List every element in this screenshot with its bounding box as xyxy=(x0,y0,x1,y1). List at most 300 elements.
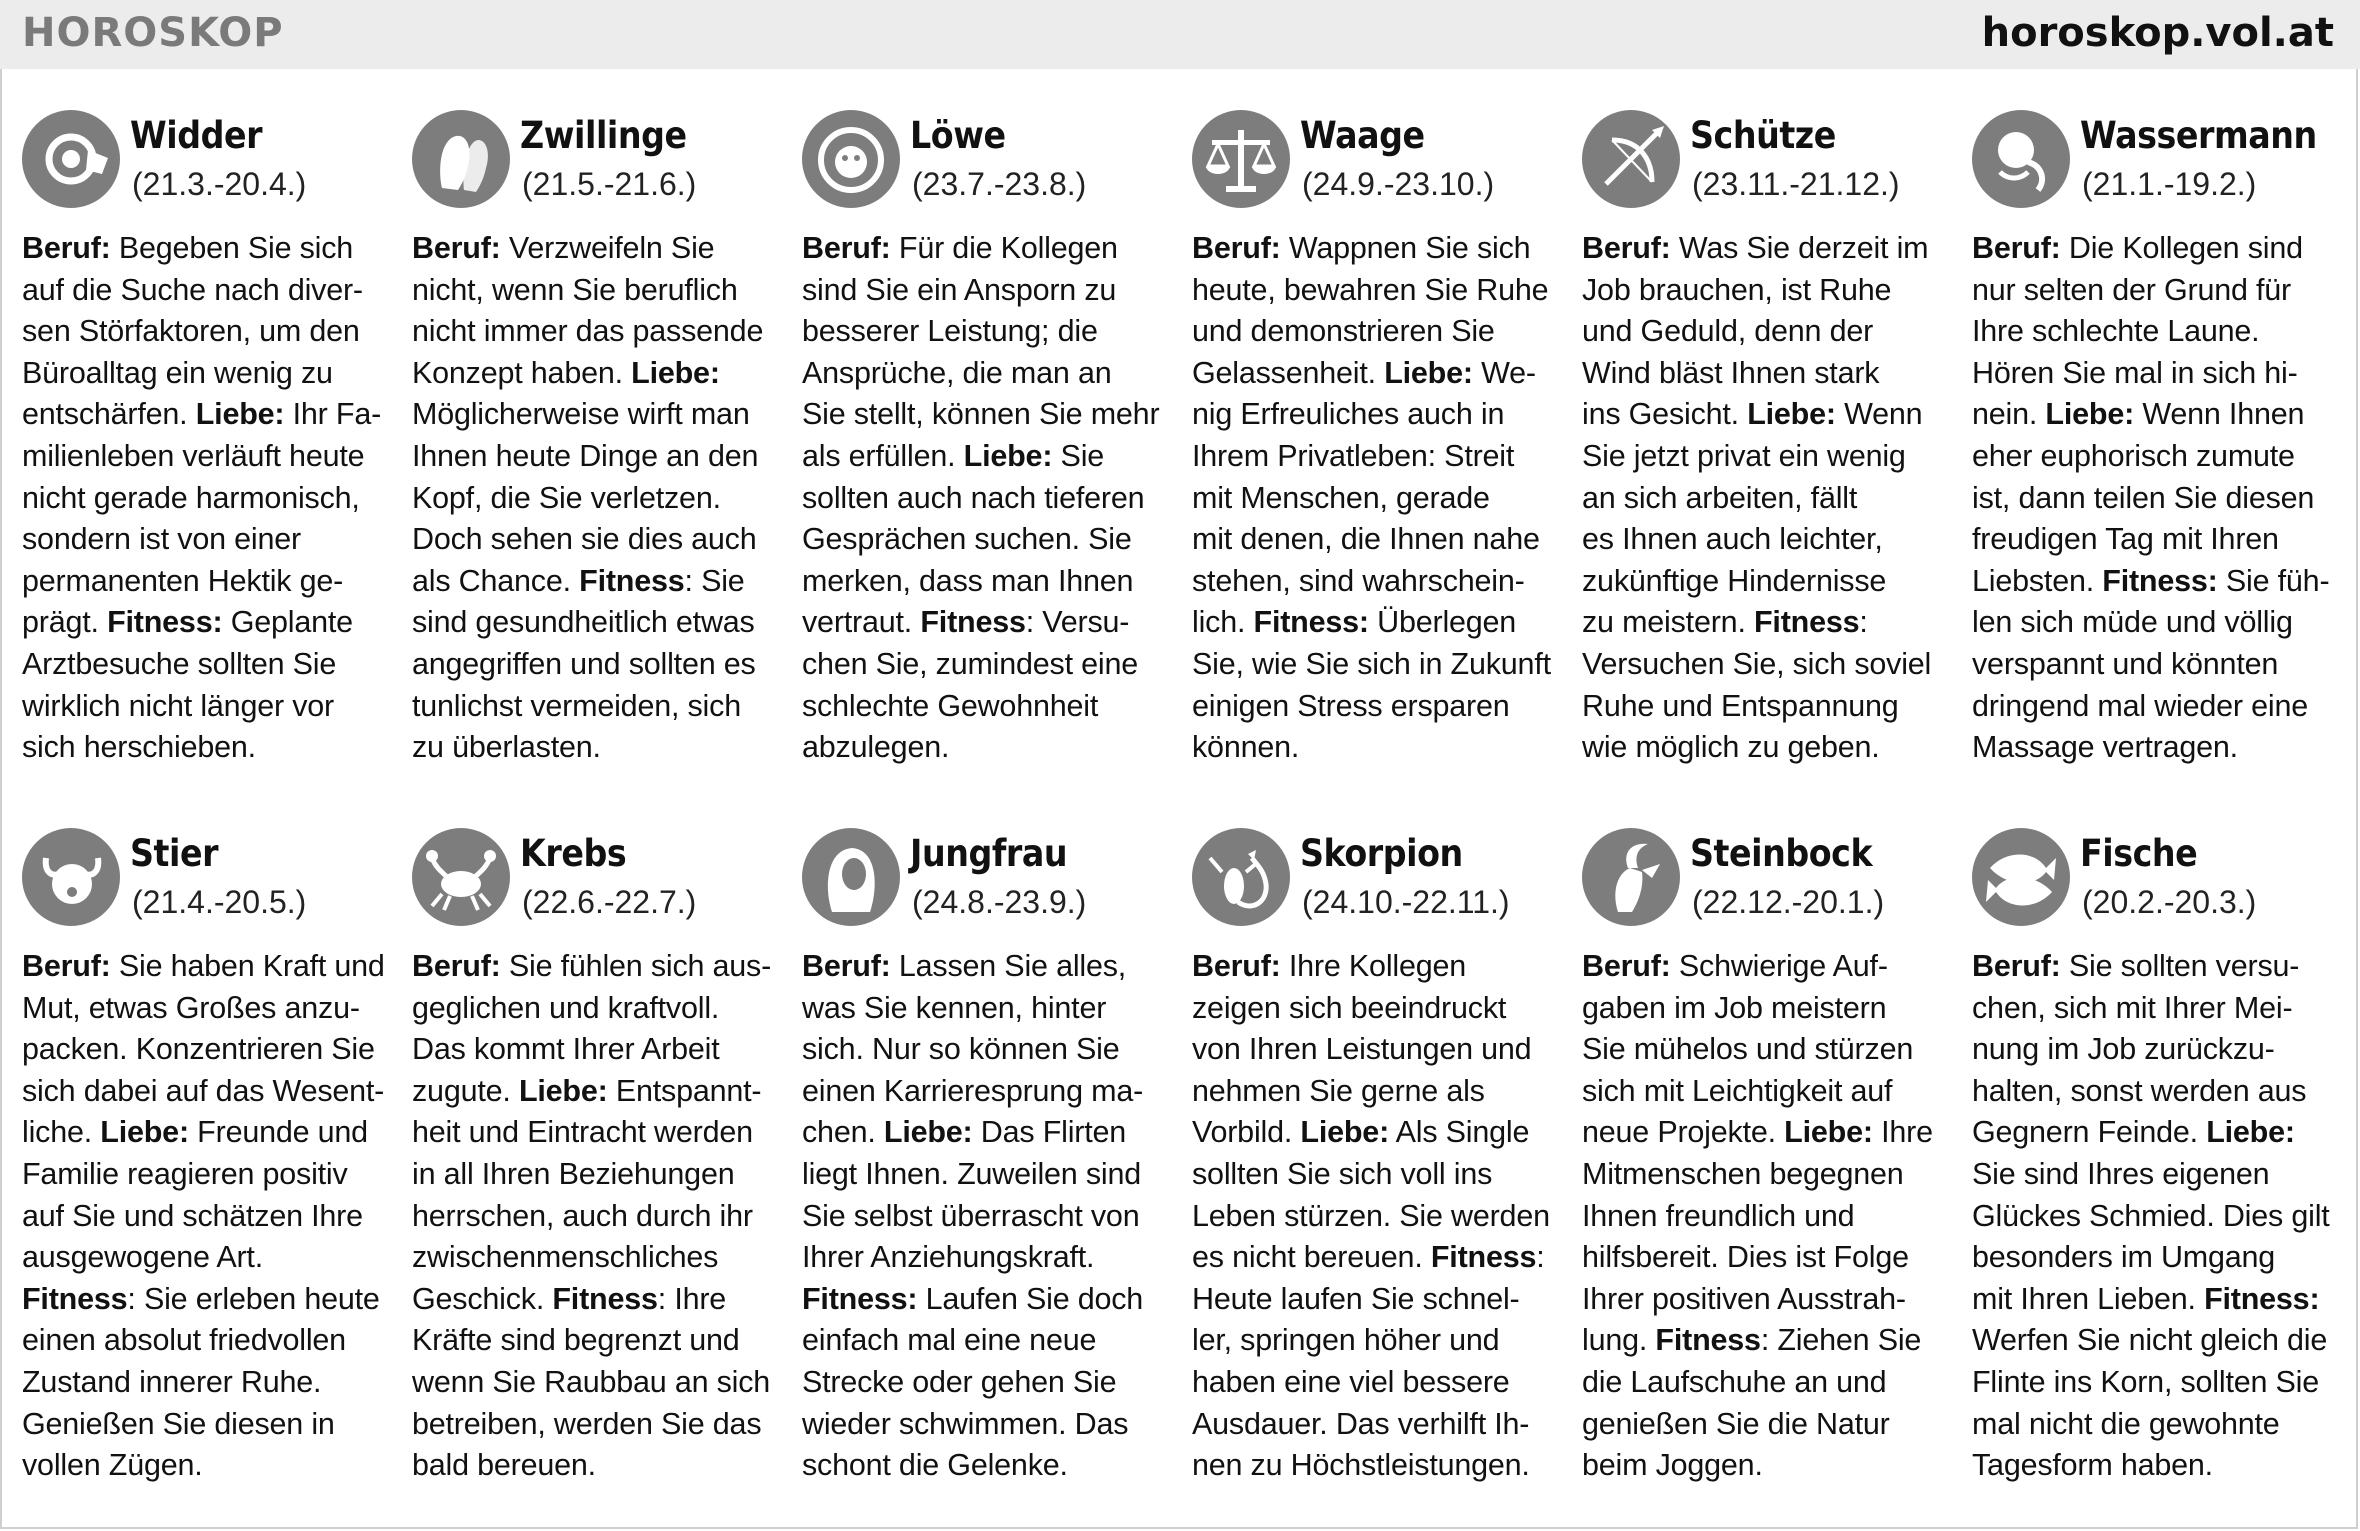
scorpion-icon xyxy=(1192,828,1290,926)
sign-header xyxy=(1192,828,1562,940)
text-segment: vollen Zügen. xyxy=(22,1448,203,1483)
sign-dates: (24.9.-23.10.) xyxy=(1302,166,1495,202)
text-line xyxy=(802,1362,1172,1404)
crab-icon xyxy=(412,828,510,926)
text-segment: Glückes Schmied. Dies gilt xyxy=(1972,1198,2330,1233)
text-line xyxy=(412,1362,782,1404)
sign-card-zwillinge xyxy=(412,110,782,769)
category-label: Beruf: xyxy=(802,949,891,983)
text-segment: We- xyxy=(1472,355,1536,390)
capricorn-icon xyxy=(1582,828,1680,926)
text-line xyxy=(802,727,1172,769)
text-segment: Wind bläst Ihnen stark xyxy=(1582,355,1880,390)
horoscope-text xyxy=(22,946,392,1487)
text-segment: prägt. xyxy=(22,605,108,640)
text-line xyxy=(1192,727,1562,769)
sign-header xyxy=(22,110,392,222)
scales-icon xyxy=(1192,110,1290,208)
fish-icon xyxy=(1972,828,2070,926)
text-line xyxy=(1582,727,1952,769)
text-segment: Hören Sie mal in sich hi- xyxy=(1972,355,2298,390)
text-segment: : Sie erleben heute xyxy=(127,1281,380,1316)
sign-header xyxy=(1972,110,2342,222)
sign-name: Waage xyxy=(1300,114,1425,157)
sign-dates: (21.4.-20.5.) xyxy=(132,884,307,920)
text-segment: von Ihren Leistungen und xyxy=(1192,1032,1532,1067)
text-segment: wie möglich zu geben. xyxy=(1582,730,1880,765)
sign-name: Stier xyxy=(130,832,219,875)
sign-header xyxy=(802,828,1172,940)
sign-header xyxy=(412,110,782,222)
sign-header xyxy=(802,110,1172,222)
text-line xyxy=(802,644,1172,686)
category-label: Liebe: xyxy=(195,397,285,432)
category-label: Beruf: xyxy=(1582,949,1671,983)
horoscope-text xyxy=(1972,228,2342,769)
category-label: Fitness xyxy=(22,1281,128,1316)
text-segment: es Ihnen auch leichter, xyxy=(1582,522,1883,557)
sign-card-jungfrau xyxy=(802,828,1172,1487)
text-line xyxy=(1192,1237,1562,1279)
text-line xyxy=(1972,1071,2342,1113)
text-segment: nein. xyxy=(1972,397,2046,432)
text-line xyxy=(1582,519,1952,561)
text-line xyxy=(1972,436,2342,478)
text-segment: nicht, wenn Sie beruflich xyxy=(412,272,738,307)
text-line xyxy=(22,1320,392,1362)
category-label: Fitness: xyxy=(2204,1281,2320,1316)
sign-name: Widder xyxy=(130,114,263,157)
text-line xyxy=(1972,1320,2342,1362)
category-label: Beruf: xyxy=(22,231,111,265)
text-segment: heute, bewahren Sie Ruhe xyxy=(1192,272,1549,307)
text-segment: Ihre schlechte Laune. xyxy=(1972,314,2260,349)
sign-card-stier xyxy=(22,828,392,1487)
text-line xyxy=(1582,228,1952,270)
category-label: Fitness: xyxy=(2102,563,2218,598)
category-label: Beruf: xyxy=(1192,231,1281,265)
text-segment: betreiben, werden Sie das xyxy=(412,1406,762,1441)
text-line xyxy=(412,1071,782,1113)
sign-card-löwe xyxy=(802,110,1172,769)
text-line xyxy=(412,1237,782,1279)
horoscope-text xyxy=(1582,228,1952,769)
text-line xyxy=(1582,1320,1952,1362)
text-segment: chen. xyxy=(802,1115,884,1150)
text-line xyxy=(1972,1404,2342,1446)
text-segment: sondern ist von einer xyxy=(22,522,301,557)
text-segment: angegriffen und sollten es xyxy=(412,646,756,681)
sign-card-schütze xyxy=(1582,110,1952,769)
text-segment: Familie reagieren positiv xyxy=(22,1156,348,1191)
text-line xyxy=(22,1029,392,1071)
text-segment: len sich müde und völlig xyxy=(1972,605,2293,640)
category-label: Fitness: xyxy=(1253,605,1369,640)
text-segment: Konzept haben. xyxy=(412,355,632,390)
category-label: Fitness xyxy=(1655,1323,1761,1358)
text-segment: und Geduld, denn der xyxy=(1582,314,1874,349)
text-segment: Gegnern Feinde. xyxy=(1972,1115,2207,1150)
text-segment: Schwierige Auf- xyxy=(1670,949,1888,983)
text-segment: besserer Leistung; die xyxy=(802,314,1098,349)
text-segment: nur selten der Grund für xyxy=(1972,272,2292,307)
text-segment: freudigen Tag mit Ihren xyxy=(1972,522,2279,557)
sign-card-krebs xyxy=(412,828,782,1487)
text-line xyxy=(1582,686,1952,728)
section-title: HOROSKOP xyxy=(22,10,284,56)
text-line xyxy=(1972,1112,2342,1154)
text-line xyxy=(22,727,392,769)
sign-dates: (21.5.-21.6.) xyxy=(522,166,697,202)
text-line xyxy=(802,946,1172,988)
sign-dates: (23.7.-23.8.) xyxy=(912,166,1087,202)
text-segment: herrschen, auch durch ihr xyxy=(412,1198,753,1233)
text-line xyxy=(22,311,392,353)
text-line xyxy=(1972,727,2342,769)
text-segment: gaben im Job meistern xyxy=(1582,990,1887,1025)
text-line xyxy=(1972,394,2342,436)
text-line xyxy=(1192,353,1562,395)
sign-card-widder xyxy=(22,110,392,769)
text-line xyxy=(1972,561,2342,603)
text-line xyxy=(412,644,782,686)
category-label: Liebe: xyxy=(883,1115,973,1150)
text-line xyxy=(1192,644,1562,686)
text-segment: sind gesundheitlich etwas xyxy=(412,605,755,640)
text-segment: Verzweifeln Sie xyxy=(500,231,715,265)
text-line xyxy=(22,1237,392,1279)
text-line xyxy=(1582,1445,1952,1487)
text-segment: sich. Nur so können Sie xyxy=(802,1032,1120,1067)
text-segment: und demonstrieren Sie xyxy=(1192,314,1495,349)
text-line xyxy=(22,436,392,478)
text-segment: nen zu Höchstleistungen. xyxy=(1192,1448,1530,1483)
text-line xyxy=(412,727,782,769)
text-segment: zu überlasten. xyxy=(412,730,601,765)
horoscope-text xyxy=(1192,228,1562,769)
category-label: Beruf: xyxy=(1972,949,2061,983)
text-segment: Flinte ins Korn, sollten Sie xyxy=(1972,1364,2320,1399)
text-line xyxy=(412,270,782,312)
text-segment: Die Kollegen sind xyxy=(2060,231,2303,265)
text-segment: Ihnen freundlich und xyxy=(1582,1198,1855,1233)
text-line xyxy=(1972,270,2342,312)
twins-icon xyxy=(412,110,510,208)
text-line xyxy=(1582,1279,1952,1321)
sign-name: Wassermann xyxy=(2080,114,2317,157)
text-segment: Sie haben Kraft und xyxy=(110,949,385,983)
text-line xyxy=(412,1320,782,1362)
text-segment: Sie füh- xyxy=(2217,563,2330,598)
text-line xyxy=(802,1237,1172,1279)
text-line xyxy=(1972,1196,2342,1238)
text-line xyxy=(802,228,1172,270)
text-line xyxy=(1192,1362,1562,1404)
text-line xyxy=(1192,311,1562,353)
category-label: Liebe: xyxy=(1747,397,1836,432)
text-line xyxy=(802,1196,1172,1238)
text-segment: als Chance. xyxy=(412,563,580,598)
text-segment: einen Karrieresprung ma- xyxy=(802,1073,1144,1108)
text-segment: sollten Sie sich voll ins xyxy=(1192,1156,1493,1191)
text-segment: chen Sie, zumindest eine xyxy=(802,646,1138,681)
text-segment: einen absolut friedvollen xyxy=(22,1323,346,1358)
text-segment: Versuchen Sie, sich soviel xyxy=(1582,646,1932,681)
text-segment: Werfen Sie nicht gleich die xyxy=(1972,1323,2328,1358)
sign-dates: (20.2.-20.3.) xyxy=(2082,884,2257,920)
text-segment: genießen Sie die Natur xyxy=(1582,1406,1890,1441)
text-segment: Wappnen Sie sich xyxy=(1280,231,1531,265)
sign-dates: (24.10.-22.11.) xyxy=(1302,884,1510,920)
text-line xyxy=(1192,988,1562,1030)
category-label: Liebe: xyxy=(518,1073,608,1108)
sign-header xyxy=(412,828,782,940)
text-segment: merken, dass man Ihnen xyxy=(802,563,1134,598)
text-line xyxy=(802,394,1172,436)
text-segment: wieder schwimmen. Das xyxy=(802,1406,1129,1441)
text-segment: Sie jetzt privat ein wenig xyxy=(1582,438,1906,473)
text-segment: : Versu- xyxy=(1025,605,1130,640)
text-segment: Was Sie derzeit im xyxy=(1670,231,1929,265)
text-line xyxy=(22,1362,392,1404)
text-line xyxy=(1972,1029,2342,1071)
text-line xyxy=(412,228,782,270)
text-segment: Das Flirten xyxy=(972,1115,1127,1150)
text-segment: : Sie xyxy=(684,563,745,598)
text-line xyxy=(1192,1279,1562,1321)
text-segment: Sie, wie Sie sich in Zukunft xyxy=(1192,646,1551,681)
text-line xyxy=(412,946,782,988)
text-segment: zwischenmenschliches xyxy=(412,1240,719,1275)
sign-name: Steinbock xyxy=(1690,832,1873,875)
sign-dates: (23.11.-21.12.) xyxy=(1692,166,1900,202)
category-label: Fitness xyxy=(579,563,685,598)
text-segment: Massage vertragen. xyxy=(1972,730,2238,765)
text-line xyxy=(1582,1071,1952,1113)
text-segment: Gelassenheit. xyxy=(1192,355,1385,390)
text-line xyxy=(412,478,782,520)
text-line xyxy=(22,988,392,1030)
sign-header xyxy=(1582,110,1952,222)
sign-card-fische xyxy=(1972,828,2342,1487)
text-segment: Ihr Fa- xyxy=(284,397,382,432)
category-label: Fitness: xyxy=(802,1281,918,1316)
text-line xyxy=(1582,270,1952,312)
text-segment: Möglicherweise wirft man xyxy=(412,397,750,432)
text-segment: Zustand innerer Ruhe. xyxy=(22,1364,322,1399)
category-label: Beruf: xyxy=(22,949,111,983)
text-segment: heit und Eintracht werden xyxy=(412,1115,753,1150)
text-line xyxy=(802,1071,1172,1113)
text-line xyxy=(802,311,1172,353)
sign-card-wassermann xyxy=(1972,110,2342,769)
text-segment: Doch sehen sie dies auch xyxy=(412,522,757,557)
text-line xyxy=(802,686,1172,728)
text-segment: sollten auch nach tieferen xyxy=(802,480,1145,515)
text-line xyxy=(1582,988,1952,1030)
text-line xyxy=(1582,353,1952,395)
category-label: Fitness xyxy=(1430,1240,1537,1275)
text-line xyxy=(1192,1029,1562,1071)
text-line xyxy=(1582,478,1952,520)
text-segment: besonders im Umgang xyxy=(1972,1240,2276,1275)
text-segment: entschärfen. xyxy=(22,397,196,432)
text-line xyxy=(22,519,392,561)
text-segment: Kopf, die Sie verletzen. xyxy=(412,480,721,515)
text-segment: einigen Stress ersparen xyxy=(1192,688,1510,723)
text-line xyxy=(412,686,782,728)
horoscope-text xyxy=(802,946,1172,1487)
maiden-icon xyxy=(802,828,900,926)
text-line xyxy=(1192,1404,1562,1446)
text-segment: geglichen und kraftvoll. xyxy=(412,990,720,1025)
sign-name: Schütze xyxy=(1690,114,1836,157)
text-segment: liegt Ihnen. Zuweilen sind xyxy=(802,1156,1141,1191)
text-line xyxy=(412,561,782,603)
text-segment: Freunde und xyxy=(188,1115,368,1150)
text-segment: Ihre Kollegen xyxy=(1280,949,1467,983)
sign-dates: (22.12.-20.1.) xyxy=(1692,884,1885,920)
sign-name: Krebs xyxy=(520,832,627,875)
text-segment: verspannt und könnten xyxy=(1972,646,2279,681)
text-segment: sind Sie ein Ansporn zu xyxy=(802,272,1117,307)
text-segment: Leben stürzen. Sie werden xyxy=(1192,1198,1550,1233)
text-segment: haben eine viel bessere xyxy=(1192,1364,1510,1399)
category-label: Liebe: xyxy=(100,1115,189,1150)
text-line xyxy=(802,988,1172,1030)
text-segment: Sie sind Ihres eigenen xyxy=(1972,1156,2270,1191)
text-line xyxy=(1582,561,1952,603)
text-line xyxy=(802,1320,1172,1362)
category-label: Fitness xyxy=(552,1281,658,1316)
text-line xyxy=(1192,686,1562,728)
text-segment: Ihrer positiven Ausstrah- xyxy=(1582,1281,1906,1316)
text-line xyxy=(802,436,1172,478)
sign-name: Jungfrau xyxy=(910,832,1068,875)
text-segment: die Laufschuhe an und xyxy=(1582,1364,1887,1399)
text-line xyxy=(1582,394,1952,436)
text-line xyxy=(412,311,782,353)
text-segment: milienleben verläuft heute xyxy=(22,438,365,473)
text-line xyxy=(22,644,392,686)
text-line xyxy=(1582,1362,1952,1404)
text-line xyxy=(1972,353,2342,395)
horoscope-text xyxy=(802,228,1172,769)
text-line xyxy=(1972,519,2342,561)
horoscope-text xyxy=(412,946,782,1487)
text-segment: Heute laufen Sie schnel- xyxy=(1192,1281,1520,1316)
text-segment: mit Ihren Lieben. xyxy=(1972,1281,2205,1316)
text-segment: nicht gerade harmonisch, xyxy=(22,480,360,515)
text-segment: Als Single xyxy=(1389,1115,1530,1150)
category-label: Liebe: xyxy=(1300,1115,1390,1150)
sign-name: Skorpion xyxy=(1300,832,1463,875)
text-segment: liche. xyxy=(22,1115,101,1150)
sign-header xyxy=(1972,828,2342,940)
text-line xyxy=(1192,561,1562,603)
text-segment: Entspannt- xyxy=(607,1073,762,1108)
text-line xyxy=(22,602,392,644)
sign-card-skorpion xyxy=(1192,828,1562,1487)
category-label: Fitness xyxy=(1754,605,1860,640)
text-line xyxy=(1192,394,1562,436)
text-segment: mit Menschen, gerade xyxy=(1192,480,1490,515)
text-line xyxy=(22,394,392,436)
header-bar xyxy=(0,0,2360,69)
text-segment: Gesprächen suchen. Sie xyxy=(802,522,1132,557)
text-segment: : Ziehen Sie xyxy=(1760,1323,1922,1358)
text-segment: nehmen Sie gerne als xyxy=(1192,1073,1485,1108)
text-segment: Das kommt Ihrer Arbeit xyxy=(412,1032,720,1067)
text-line xyxy=(802,602,1172,644)
text-segment: Sie selbst überrascht von xyxy=(802,1198,1140,1233)
text-segment: Lassen Sie alles, xyxy=(890,949,1127,983)
text-segment: Wenn xyxy=(1835,397,1923,432)
text-line xyxy=(802,1445,1172,1487)
text-line xyxy=(1582,602,1952,644)
text-segment: ist, dann teilen Sie diesen xyxy=(1972,480,2315,515)
text-segment: zugute. xyxy=(412,1073,519,1108)
text-line xyxy=(802,1112,1172,1154)
text-segment: Genießen Sie diesen in xyxy=(22,1406,335,1441)
text-segment: Job brauchen, ist Ruhe xyxy=(1582,272,1892,307)
text-line xyxy=(412,394,782,436)
text-line xyxy=(802,1029,1172,1071)
text-segment: Wenn Ihnen xyxy=(2134,397,2305,432)
text-line xyxy=(1972,311,2342,353)
sign-dates: (24.8.-23.9.) xyxy=(912,884,1087,920)
horoscope-text xyxy=(412,228,782,769)
text-segment: ins Gesicht. xyxy=(1582,397,1748,432)
text-segment: Ihre xyxy=(1872,1115,1933,1150)
category-label: Liebe: xyxy=(963,438,1053,473)
text-line xyxy=(1192,946,1562,988)
horoscope-text xyxy=(1972,946,2342,1487)
sign-name: Löwe xyxy=(910,114,1006,157)
text-line xyxy=(412,1112,782,1154)
text-segment: zukünftige Hindernisse xyxy=(1582,563,1887,598)
text-line xyxy=(1192,519,1562,561)
text-segment: nung im Job zurückzu- xyxy=(1972,1032,2275,1067)
text-segment: permanenten Hektik ge- xyxy=(22,563,344,598)
water-bearer-icon xyxy=(1972,110,2070,208)
source-url[interactable]: horoskop.vol.at xyxy=(1981,10,2334,56)
text-line xyxy=(1972,1154,2342,1196)
sign-name: Zwillinge xyxy=(520,114,687,157)
text-segment: wirklich nicht länger vor xyxy=(22,688,334,723)
text-line xyxy=(412,1279,782,1321)
text-segment: dringend mal wieder eine xyxy=(1972,688,2308,723)
sign-dates: (21.1.-19.2.) xyxy=(2082,166,2257,202)
text-line xyxy=(1972,1237,2342,1279)
sign-header xyxy=(1582,828,1952,940)
text-line xyxy=(22,1071,392,1113)
text-segment: schlechte Gewohnheit xyxy=(802,688,1099,723)
text-line xyxy=(802,270,1172,312)
text-line xyxy=(412,1445,782,1487)
text-segment: : xyxy=(1536,1240,1545,1275)
sign-dates: (22.6.-22.7.) xyxy=(522,884,697,920)
text-line xyxy=(1582,1029,1952,1071)
text-segment: Arztbesuche sollten Sie xyxy=(22,646,337,681)
text-segment: Ruhe und Entspannung xyxy=(1582,688,1899,723)
text-line xyxy=(412,1029,782,1071)
text-segment: Laufen Sie doch xyxy=(917,1281,1144,1316)
text-segment: Überlegen xyxy=(1368,605,1517,640)
text-line xyxy=(412,1154,782,1196)
category-label: Fitness: xyxy=(107,605,223,640)
category-label: Liebe: xyxy=(631,355,720,390)
